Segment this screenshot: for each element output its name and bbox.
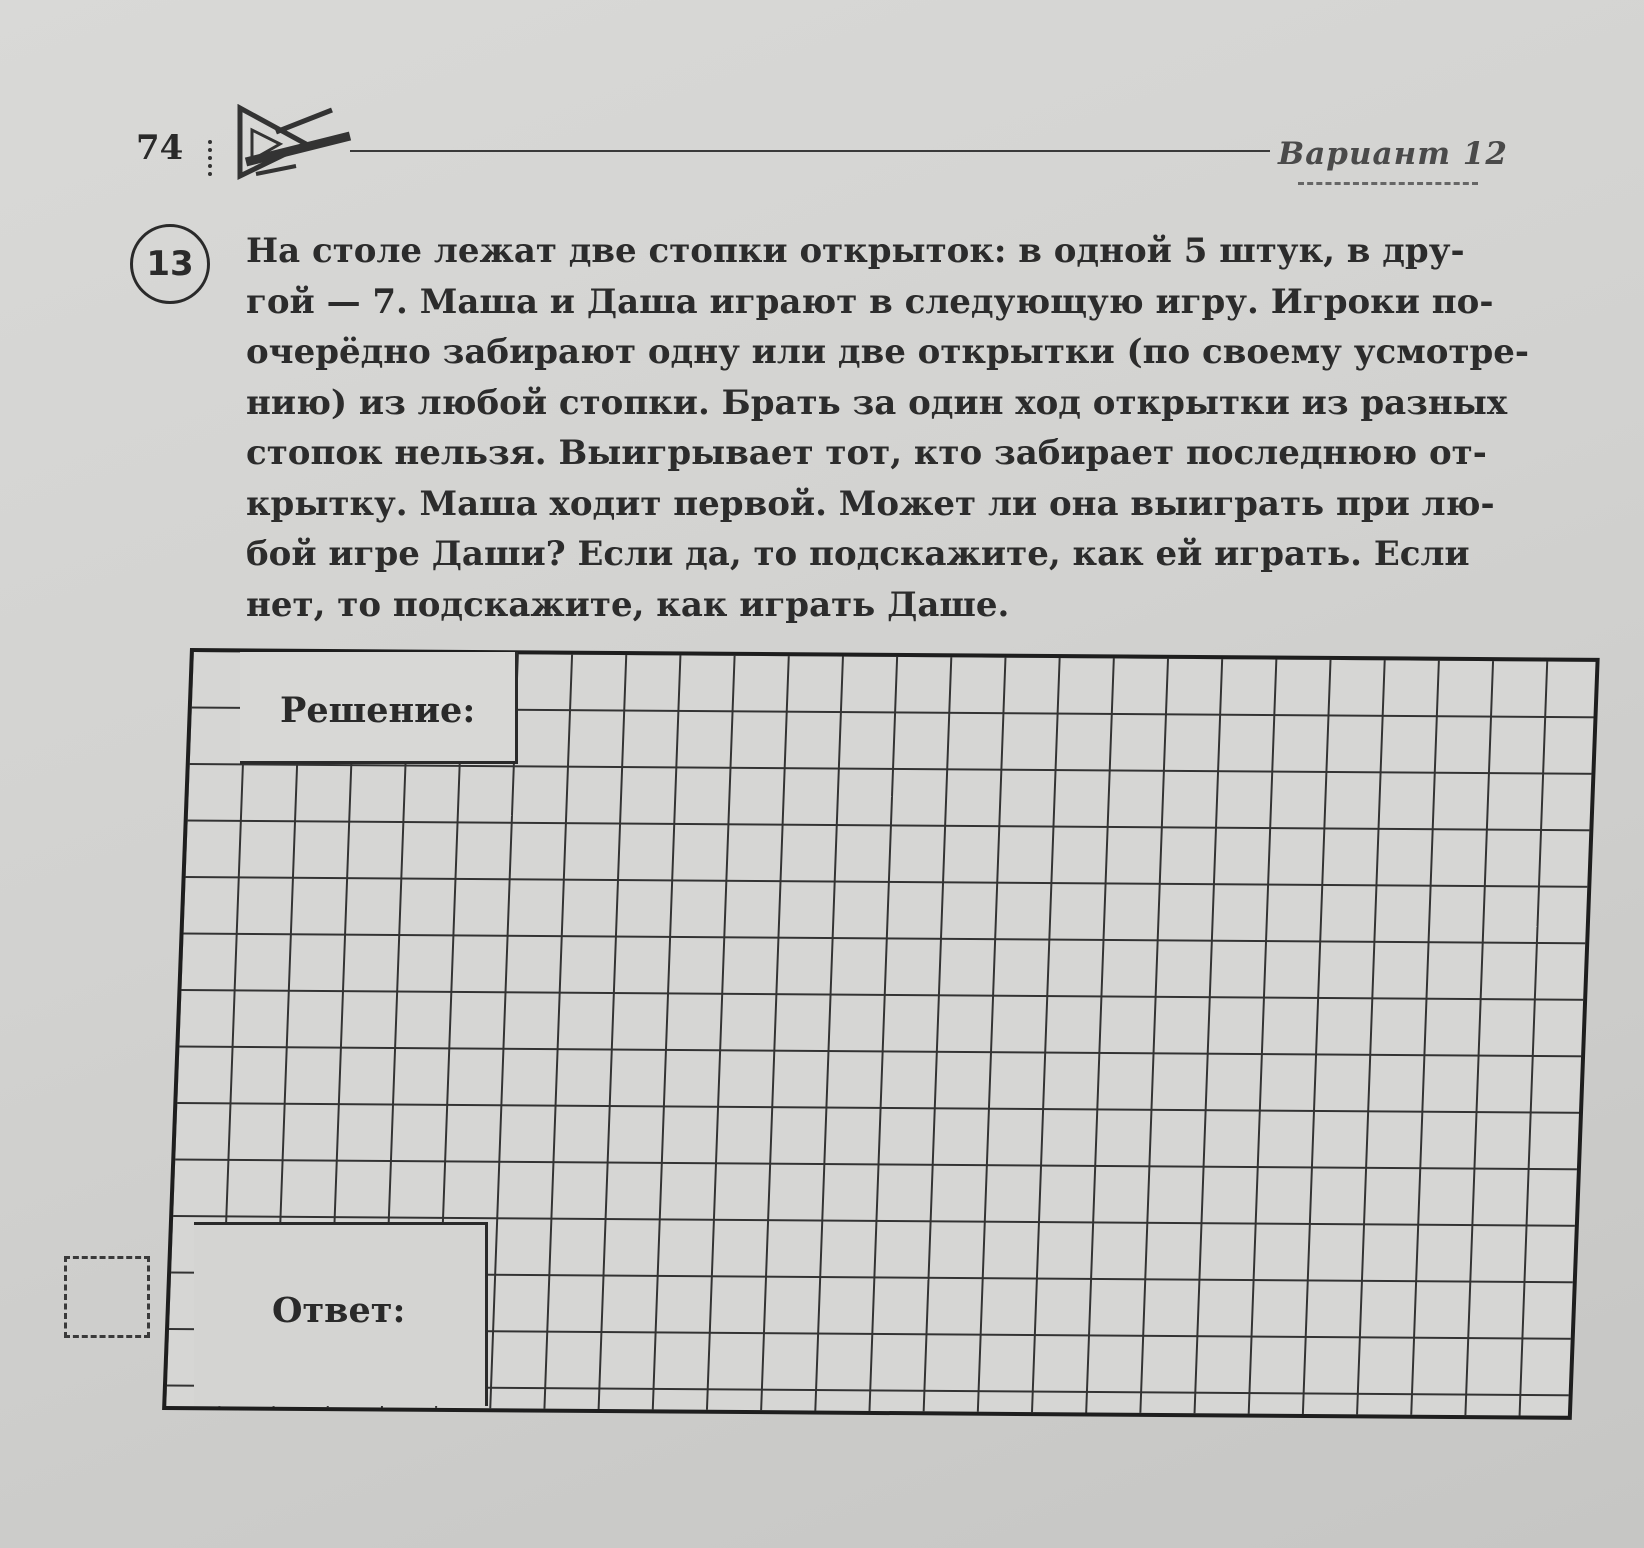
variant-label: Вариант 12 [1278, 136, 1508, 172]
problem-line: крытку. Маша ходит первой. Может ли она выиграть при лю- [246, 483, 1495, 524]
problem-line: очерёдно забирают одну или две открытки (по своему усмотре- [246, 332, 1530, 372]
problem-line: нию) из любой стопки. Брать за один ход открытки из разных [246, 382, 1508, 423]
problem-line: На столе лежат две стопки открыток: в одной 5 штук, в дру- [246, 231, 1465, 271]
solution-label: Решение: [280, 690, 476, 731]
page-marker [208, 140, 216, 176]
problem-text [246, 226, 1530, 630]
problem-line: нет, то подскажите, как играть Даше. [246, 584, 1010, 625]
task-number-badge: 13 [130, 224, 210, 304]
page-number: 74 [136, 128, 184, 168]
variant-underline [1298, 182, 1478, 185]
ruler-and-set-square-icon [236, 104, 356, 184]
problem-line: стопок нельзя. Выигрывает тот, кто забирает последнюю от- [246, 433, 1487, 473]
score-box[interactable] [64, 1256, 150, 1338]
problem-line: бой игре Даши? Если да, то подскажите, как ей играть. Если [246, 534, 1470, 574]
problem-line: гой — 7. Маша и Даша играют в следующую игру. Игроки по- [246, 281, 1494, 322]
header-rule [350, 150, 1270, 152]
answer-label: Ответ: [272, 1290, 406, 1331]
